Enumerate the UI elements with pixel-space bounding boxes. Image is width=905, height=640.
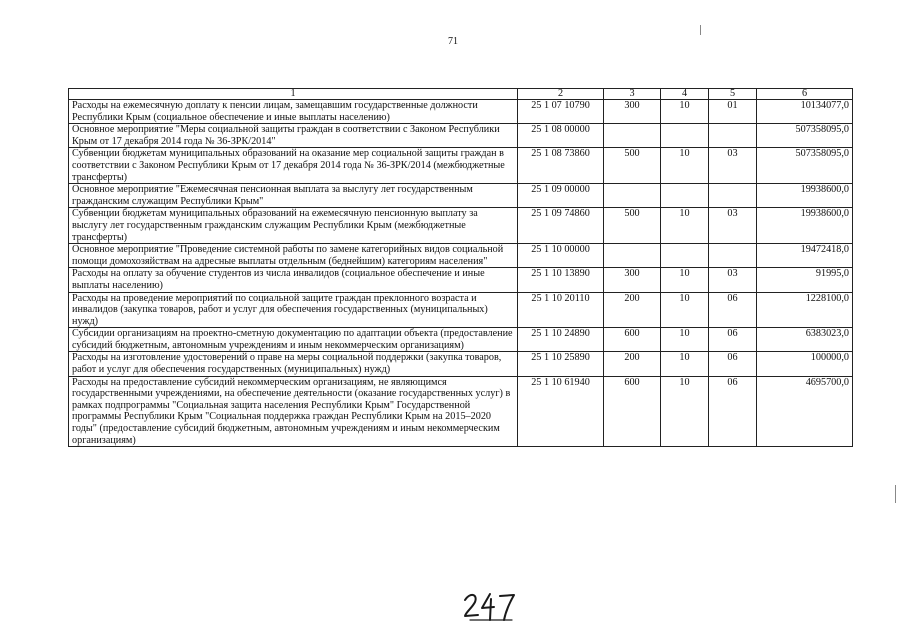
subsection-code: 06 (709, 328, 757, 352)
table-row (69, 148, 853, 184)
classification-code: 25 1 10 13890 (518, 268, 604, 292)
section-code: 10 (661, 352, 709, 376)
expense-name: Расходы на ежемесячную доплату к пенсии лицам, замещавшим государственные должности Республики Крым (социальное обеспечение и иные выплаты населению) (69, 100, 518, 124)
table-header-row (69, 89, 853, 100)
table-row (69, 268, 853, 292)
amount: 6383023,0 (757, 328, 853, 352)
classification-code: 25 1 10 20110 (518, 292, 604, 328)
expense-type-code (604, 184, 661, 208)
table-row (69, 184, 853, 208)
classification-code: 25 1 09 74860 (518, 208, 604, 244)
section-code (661, 244, 709, 268)
budget-table (68, 88, 853, 447)
expense-name: Субвенции бюджетам муниципальных образований на ежемесячную пенсионную выплату за выслугу лет государственным гражданским служащим Республики Крым (межбюджетные трансферты) (69, 208, 518, 244)
amount: 4695700,0 (757, 376, 853, 447)
expense-type-code: 600 (604, 328, 661, 352)
subsection-code: 03 (709, 148, 757, 184)
expense-type-code: 300 (604, 268, 661, 292)
amount: 100000,0 (757, 352, 853, 376)
amount: 19472418,0 (757, 244, 853, 268)
section-code: 10 (661, 292, 709, 328)
expense-name: Расходы на предоставление субсидий некоммерческим организациям, не являющимся государственными учреждениями, на обеспечение деятельности (оказание государственных услуг) в рамках подпрограммы "Социальная защита населения Республики Крым" Государственной программы Республики Крым "Социальная поддержка граждан Республики Крым на 2015–2020 годы" (предоставление субсидий бюджетным, автономным учреждениям и иным некоммерческим организациям) (69, 376, 518, 447)
subsection-code: 06 (709, 376, 757, 447)
page-number: 71 (448, 36, 458, 47)
section-code: 10 (661, 268, 709, 292)
classification-code: 25 1 10 25890 (518, 352, 604, 376)
section-code (661, 124, 709, 148)
table-row (69, 352, 853, 376)
expense-type-code: 500 (604, 208, 661, 244)
classification-code: 25 1 10 00000 (518, 244, 604, 268)
expense-name: Расходы на проведение мероприятий по социальной защите граждан преклонного возраста и инвалидов (закупка товаров, работ и услуг для обеспечения государственных (муниципальных) нужд) (69, 292, 518, 328)
expense-type-code (604, 124, 661, 148)
amount: 10134077,0 (757, 100, 853, 124)
classification-code: 25 1 10 24890 (518, 328, 604, 352)
classification-code: 25 1 10 61940 (518, 376, 604, 447)
column-header: 1 (69, 89, 518, 100)
section-code: 10 (661, 376, 709, 447)
section-code (661, 184, 709, 208)
expense-type-code: 300 (604, 100, 661, 124)
classification-code: 25 1 08 00000 (518, 124, 604, 148)
column-header: 4 (661, 89, 709, 100)
classification-code: 25 1 09 00000 (518, 184, 604, 208)
subsection-code: 06 (709, 352, 757, 376)
amount: 507358095,0 (757, 124, 853, 148)
expense-name: Основное мероприятие "Ежемесячная пенсионная выплата за выслугу лет государственным гражданским служащим Республики Крым" (69, 184, 518, 208)
amount: 1228100,0 (757, 292, 853, 328)
classification-code: 25 1 08 73860 (518, 148, 604, 184)
table-row (69, 292, 853, 328)
expense-name: Основное мероприятие "Меры социальной защиты граждан в соответствии с Законом Республики Крым от 17 декабря 2014 года № 36-ЗРК/2014" (69, 124, 518, 148)
subsection-code (709, 184, 757, 208)
expense-name: Расходы на изготовление удостоверений о праве на меры социальной поддержки (закупка товаров, работ и услуг для обеспечения государственных (муниципальных) нужд) (69, 352, 518, 376)
expense-type-code: 200 (604, 352, 661, 376)
subsection-code: 01 (709, 100, 757, 124)
table-row (69, 208, 853, 244)
expense-name: Основное мероприятие "Проведение системной работы по замене категорийных видов социальной помощи домохозяйствам на адресные выплаты отдельным (беднейшим) категориям населения" (69, 244, 518, 268)
amount: 91995,0 (757, 268, 853, 292)
handwritten-page-number (462, 590, 522, 622)
expense-type-code: 200 (604, 292, 661, 328)
expense-type-code: 500 (604, 148, 661, 184)
subsection-code (709, 244, 757, 268)
scan-artifact (700, 25, 701, 35)
column-header: 5 (709, 89, 757, 100)
section-code: 10 (661, 328, 709, 352)
classification-code: 25 1 07 10790 (518, 100, 604, 124)
table-row (69, 124, 853, 148)
table-row (69, 328, 853, 352)
amount: 507358095,0 (757, 148, 853, 184)
amount: 19938600,0 (757, 208, 853, 244)
section-code: 10 (661, 148, 709, 184)
column-header: 3 (604, 89, 661, 100)
expense-name: Субвенции бюджетам муниципальных образований на оказание мер социальной защиты граждан в соответствии с Законом Республики Крым от 17 декабря 2014 года № 36-ЗРК/2014 (межбюджетные трансферты) (69, 148, 518, 184)
subsection-code: 03 (709, 208, 757, 244)
section-code: 10 (661, 100, 709, 124)
column-header: 2 (518, 89, 604, 100)
expense-name: Расходы на оплату за обучение студентов из числа инвалидов (социальное обеспечение и иные выплаты населению) (69, 268, 518, 292)
table-row (69, 244, 853, 268)
expense-type-code (604, 244, 661, 268)
subsection-code: 03 (709, 268, 757, 292)
table-row (69, 100, 853, 124)
expense-type-code: 600 (604, 376, 661, 447)
subsection-code (709, 124, 757, 148)
section-code: 10 (661, 208, 709, 244)
scan-artifact (895, 485, 896, 503)
table-row (69, 376, 853, 447)
expense-name: Субсидии организациям на проектно-сметную документацию по адаптации объекта (предоставление субсидий бюджетным, автономным учреждениям и иным некоммерческим организациям) (69, 328, 518, 352)
subsection-code: 06 (709, 292, 757, 328)
amount: 19938600,0 (757, 184, 853, 208)
column-header: 6 (757, 89, 853, 100)
